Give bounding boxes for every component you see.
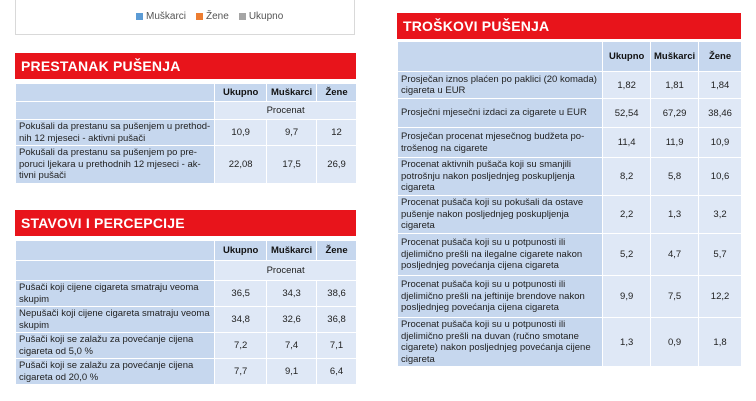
cell-zene: 5,7: [699, 234, 742, 276]
cell-zene: 6,4: [317, 359, 357, 385]
cell-zene: 10,9: [699, 128, 742, 158]
cell-zene: 36,8: [317, 307, 357, 333]
header-ukupno: Ukupno: [215, 241, 267, 261]
cell-ukupno: 7,7: [215, 359, 267, 385]
chart-legend: [136, 11, 283, 22]
row-label: Prosječan procenat mjesečnog budžeta po-trošenog na cigarete: [398, 128, 603, 158]
cell-muskarci: 32,6: [267, 307, 317, 333]
legend-item-muskarci: [136, 11, 186, 22]
cell-zene: 10,6: [699, 158, 742, 196]
cell-ukupno: 11,4: [603, 128, 651, 158]
cell-ukupno: 1,82: [603, 72, 651, 99]
row-label: Procenat pušača koji su pokušali da ostave pušenje nakon posljednjeg poskupljenja cigareta: [398, 196, 603, 234]
legend-label: Muškarci: [146, 11, 187, 22]
header-muskarci: Muškarci: [651, 42, 699, 72]
cell-zene: 1,8: [699, 318, 742, 367]
cell-muskarci: 9,7: [267, 120, 317, 146]
section-title-troskovi: TROŠKOVI PUŠENJA: [397, 13, 741, 39]
cell-muskarci: 17,5: [267, 146, 317, 184]
cell-zene: 3,2: [699, 196, 742, 234]
header-muskarci: Muškarci: [267, 241, 317, 261]
row-label: Procenat pušača koji su u potpunosti ili djelimično prešli na jeftinije brendove nakon posljednjeg povećanja cijena cigareta: [398, 276, 603, 318]
header-zene: Žene: [699, 42, 742, 72]
cell-muskarci: 4,7: [651, 234, 699, 276]
row-label: Procenat pušača koji su u potpunosti ili djelimično prešli na ilegalne cigarete nakon posljednjeg povećanja cijena cigareta: [398, 234, 603, 276]
table-stavovi: [15, 240, 357, 385]
header-ukupno: Ukupno: [603, 42, 651, 72]
subheader-blank: [16, 261, 215, 281]
header-zene: Žene: [317, 241, 357, 261]
cell-muskarci: 34,3: [267, 281, 317, 307]
row-label: Procenat aktivnih pušača koji su smanjili potrošnju nakon posljednjeg poskupljenja cigareta: [398, 158, 603, 196]
cell-ukupno: 8,2: [603, 158, 651, 196]
cell-muskarci: 7,4: [267, 333, 317, 359]
legend-swatch-orange-icon: [196, 13, 203, 20]
legend-item-zene: [196, 11, 229, 22]
row-label: Pokušali da prestanu sa pušenjem po pre-poruci ljekara u prethodnih 12 mjeseci - ak-tivni pušači: [16, 146, 215, 184]
header-blank: [16, 84, 215, 102]
cell-muskarci: 9,1: [267, 359, 317, 385]
cell-zene: 7,1: [317, 333, 357, 359]
cell-ukupno: 36,5: [215, 281, 267, 307]
legend-swatch-gray-icon: [239, 13, 246, 20]
chart-legend-box: [15, 0, 355, 35]
cell-muskarci: 5,8: [651, 158, 699, 196]
cell-ukupno: 22,08: [215, 146, 267, 184]
cell-muskarci: 7,5: [651, 276, 699, 318]
header-zene: Žene: [317, 84, 357, 102]
header-muskarci: Muškarci: [267, 84, 317, 102]
cell-ukupno: 10,9: [215, 120, 267, 146]
cell-ukupno: 52,54: [603, 99, 651, 128]
cell-zene: 38,46: [699, 99, 742, 128]
legend-label: Žene: [206, 11, 229, 22]
row-label: Pušači koji cijene cigareta smatraju veoma skupim: [16, 281, 215, 307]
header-blank: [398, 42, 603, 72]
table-prestanak: [15, 83, 357, 184]
row-label: Pokušali da prestanu sa pušenjem u prethod-nih 12 mjeseci - aktivni pušači: [16, 120, 215, 146]
cell-ukupno: 2,2: [603, 196, 651, 234]
cell-muskarci: 0,9: [651, 318, 699, 367]
row-label: Prosječni mjesečni izdaci za cigarete u EUR: [398, 99, 603, 128]
header-ukupno: Ukupno: [215, 84, 267, 102]
legend-swatch-blue-icon: [136, 13, 143, 20]
row-label: Prosječan iznos plaćen po paklici (20 komada) cigareta u EUR: [398, 72, 603, 99]
cell-zene: 12: [317, 120, 357, 146]
cell-ukupno: 7,2: [215, 333, 267, 359]
subheader-procenat: Procenat: [215, 261, 357, 281]
row-label: Pušači koji se zalažu za povećanje cijena cigareta od 20,0 %: [16, 359, 215, 385]
cell-zene: 26,9: [317, 146, 357, 184]
row-label: Pušači koji se zalažu za povećanje cijena cigareta od 5,0 %: [16, 333, 215, 359]
section-title-prestanak: PRESTANAK PUŠENJA: [15, 53, 356, 79]
cell-muskarci: 11,9: [651, 128, 699, 158]
cell-muskarci: 67,29: [651, 99, 699, 128]
row-label: Nepušači koji cijene cigareta smatraju veoma skupim: [16, 307, 215, 333]
section-title-stavovi: STAVOVI I PERCEPCIJE: [15, 210, 356, 236]
cell-muskarci: 1,3: [651, 196, 699, 234]
legend-label: Ukupno: [248, 11, 284, 22]
cell-zene: 12,2: [699, 276, 742, 318]
table-troskovi: [397, 41, 742, 367]
legend-item-ukupno: [239, 11, 283, 22]
cell-muskarci: 1,81: [651, 72, 699, 99]
cell-zene: 38,6: [317, 281, 357, 307]
cell-ukupno: 5,2: [603, 234, 651, 276]
subheader-blank: [16, 102, 215, 120]
subheader-procenat: Procenat: [215, 102, 357, 120]
cell-ukupno: 1,3: [603, 318, 651, 367]
cell-ukupno: 9,9: [603, 276, 651, 318]
cell-ukupno: 34,8: [215, 307, 267, 333]
row-label: Procenat pušača koji su u potpunosti ili djelimično prešli na duvan (ručno smotane cigarete) nakon posljednjeg povećanja cijene cigareta: [398, 318, 603, 367]
header-blank: [16, 241, 215, 261]
cell-zene: 1,84: [699, 72, 742, 99]
